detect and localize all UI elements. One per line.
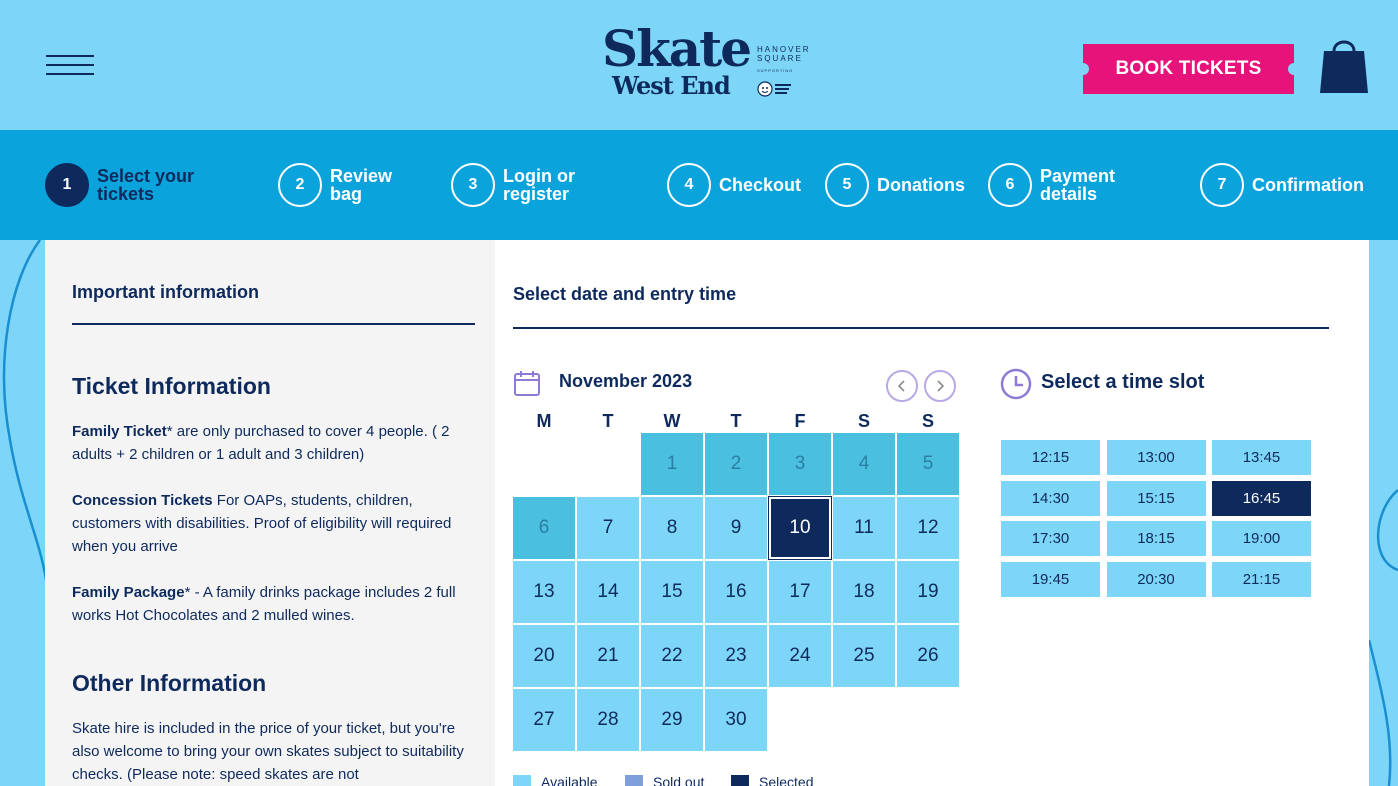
step-number: 7 <box>1200 163 1244 207</box>
logo-wordmark: Skate <box>602 19 751 78</box>
legend-available <box>513 775 598 786</box>
other-info-text: Skate hire is included in the price of your ticket, but you're also welcome to bring your own skates subject to suitability checks. (Please note: speed skates are not <box>72 720 464 783</box>
calendar-day-27[interactable]: 27 <box>513 689 575 751</box>
concession-label: Concession Tickets <box>72 492 213 509</box>
time-slot-button[interactable]: 13:00 <box>1107 440 1206 475</box>
time-slot-button[interactable]: 18:15 <box>1107 521 1206 556</box>
step-donations[interactable] <box>825 163 977 207</box>
time-slot-button[interactable]: 14:30 <box>1001 481 1100 516</box>
step-label: Confirmation <box>1252 175 1364 195</box>
step-login-register[interactable] <box>451 163 593 207</box>
calendar-day-3: 3 <box>769 433 831 495</box>
weekday-header: T <box>602 411 614 431</box>
family-package-text: * - A family drinks package includes 2 full works Hot Chocolates and 2 mulled wines. <box>72 584 456 624</box>
legend-label: Sold out <box>653 774 705 786</box>
book-tickets-button[interactable]: BOOK TICKETS <box>1083 44 1294 94</box>
decorative-swirl-left <box>0 240 46 786</box>
calendar-day-11[interactable]: 11 <box>833 497 895 559</box>
important-info-panel <box>45 240 495 786</box>
ticket-info-heading: Ticket Information <box>72 373 271 399</box>
concession-text: For OAPs, students, children, customers with disabilities. Proof of eligibility will required when you arrive <box>72 492 452 555</box>
shopping-bag-icon[interactable] <box>1318 33 1370 95</box>
step-number: 5 <box>825 163 869 207</box>
calendar-day-30[interactable]: 30 <box>705 689 767 751</box>
divider <box>72 323 475 325</box>
time-slot-button[interactable]: 21:15 <box>1212 562 1311 597</box>
weekday-header: S <box>921 411 934 431</box>
calendar-day-6: 6 <box>513 497 575 559</box>
calendar-day-16[interactable]: 16 <box>705 561 767 623</box>
calendar-day-20[interactable]: 20 <box>513 625 575 687</box>
step-number: 6 <box>988 163 1032 207</box>
time-slot-button[interactable]: 19:00 <box>1212 521 1311 556</box>
calendar-day-2: 2 <box>705 433 767 495</box>
time-slot-button[interactable]: 13:45 <box>1212 440 1311 475</box>
family-package-info <box>72 581 477 627</box>
calendar-day-17[interactable]: 17 <box>769 561 831 623</box>
calendar-day-22[interactable]: 22 <box>641 625 703 687</box>
step-label: Donations <box>877 175 965 195</box>
prev-month-button[interactable] <box>886 370 918 402</box>
step-select-tickets[interactable] <box>45 163 212 207</box>
skate-west-end-logo[interactable] <box>602 19 814 102</box>
step-confirmation[interactable] <box>1200 163 1392 207</box>
legend-swatch <box>731 775 749 786</box>
step-checkout[interactable] <box>667 163 819 207</box>
calendar-day-5: 5 <box>897 433 959 495</box>
calendar-day-23[interactable]: 23 <box>705 625 767 687</box>
logo-supporting: SUPPORTING <box>757 68 794 73</box>
calendar-day-15[interactable]: 15 <box>641 561 703 623</box>
step-label: Login or register <box>503 166 575 204</box>
calendar-day-10[interactable]: 10 <box>769 497 831 559</box>
calendar-day-28[interactable]: 28 <box>577 689 639 751</box>
booking-panel <box>495 240 1369 786</box>
family-ticket-label: Family Ticket <box>72 423 167 440</box>
calendar-day-4: 4 <box>833 433 895 495</box>
important-info-title: Important information <box>72 282 259 302</box>
logo-location: HANOVER SQUARE <box>757 45 811 63</box>
checkout-steps <box>0 130 1398 240</box>
calendar-day-13[interactable]: 13 <box>513 561 575 623</box>
calendar-day-19[interactable]: 19 <box>897 561 959 623</box>
legend-swatch <box>513 775 531 786</box>
other-info-heading: Other Information <box>72 670 267 696</box>
weekday-header: M <box>536 411 552 431</box>
time-slot-button[interactable]: 12:15 <box>1001 440 1100 475</box>
weekday-header: W <box>663 411 681 431</box>
divider <box>513 327 1329 329</box>
calendar-day-29[interactable]: 29 <box>641 689 703 751</box>
step-review-bag[interactable] <box>278 163 405 207</box>
calendar-day-26[interactable]: 26 <box>897 625 959 687</box>
time-slot-button[interactable]: 19:45 <box>1001 562 1100 597</box>
step-payment-details[interactable] <box>988 163 1130 207</box>
logo-subtitle: West End <box>612 71 730 100</box>
time-slot-button[interactable]: 16:45 <box>1212 481 1311 516</box>
select-date-title: Select date and entry time <box>513 284 737 304</box>
site-header <box>0 0 1398 130</box>
calendar-day-14[interactable]: 14 <box>577 561 639 623</box>
time-slot-button[interactable]: 17:30 <box>1001 521 1100 556</box>
legend-swatch <box>625 775 643 786</box>
charity-logo-icon <box>757 78 797 98</box>
time-slot-title: Select a time slot <box>1041 371 1205 393</box>
time-slot-button[interactable]: 20:30 <box>1107 562 1206 597</box>
next-month-button[interactable] <box>924 370 956 402</box>
clock-icon <box>1000 368 1032 400</box>
time-slot-button[interactable]: 15:15 <box>1107 481 1206 516</box>
family-ticket-text: * are only purchased to cover 4 people. ( 2 adults + 2 children or 1 adult and 3 children) <box>72 423 450 463</box>
calendar-month-label: November 2023 <box>559 371 693 391</box>
step-number: 4 <box>667 163 711 207</box>
calendar-day-24[interactable]: 24 <box>769 625 831 687</box>
calendar-day-1: 1 <box>641 433 703 495</box>
chevron-left-icon <box>896 379 908 393</box>
weekday-header: T <box>730 411 742 431</box>
step-label: Review bag <box>330 166 393 204</box>
step-number: 3 <box>451 163 495 207</box>
step-number: 1 <box>45 163 89 207</box>
hamburger-icon[interactable] <box>46 55 94 77</box>
step-label: Payment details <box>1040 166 1116 204</box>
decorative-swirl-right <box>1369 400 1398 786</box>
calendar-day-12[interactable]: 12 <box>897 497 959 559</box>
step-label: Checkout <box>719 175 802 195</box>
legend-label: Selected <box>759 774 814 786</box>
family-package-label: Family Package <box>72 584 185 601</box>
step-label: Select your tickets <box>97 166 195 204</box>
calendar-day-25[interactable]: 25 <box>833 625 895 687</box>
calendar-day-8[interactable]: 8 <box>641 497 703 559</box>
weekday-header: F <box>794 411 806 431</box>
family-ticket-info <box>72 420 477 466</box>
legend-label: Available <box>541 774 598 786</box>
weekday-header: S <box>857 411 870 431</box>
calendar-day-18[interactable]: 18 <box>833 561 895 623</box>
step-number: 2 <box>278 163 322 207</box>
chevron-right-icon <box>934 379 946 393</box>
legend-sold-out <box>625 775 704 786</box>
concession-info <box>72 489 477 558</box>
calendar-icon <box>513 369 541 397</box>
calendar-day-21[interactable]: 21 <box>577 625 639 687</box>
legend-selected <box>731 775 813 786</box>
calendar-day-9[interactable]: 9 <box>705 497 767 559</box>
calendar-day-7[interactable]: 7 <box>577 497 639 559</box>
